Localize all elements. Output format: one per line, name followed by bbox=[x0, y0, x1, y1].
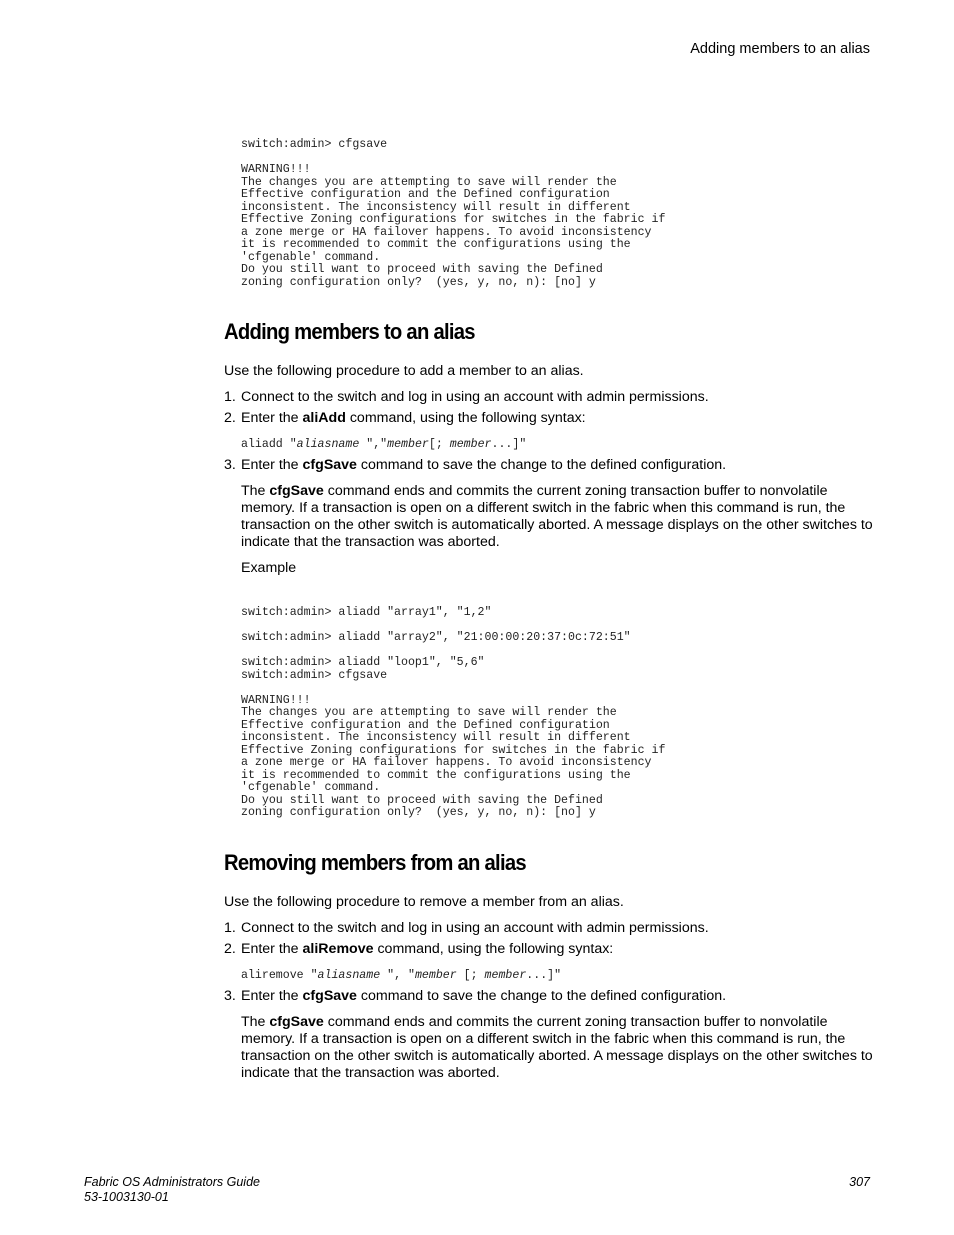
add-cfgsave-description bbox=[241, 483, 877, 551]
code-block-cfgsave-warning: switch:admin> cfgsave WARNING!!! The changes you are attempting to save will render the Effective configuration and the Defined configuration inconsistent. The inconsistency will result in different Effective Zoning configurations for switches in the fabric if a zone merge or HA failover happens. To avoid inconsistency it is recommended to commit the configurations using the 'cfgenable' command. Do you still want to proceed with saving the Defined zoning configuration only? (yes, y, no, n): [no] y bbox=[241, 138, 666, 289]
step-number: 1. bbox=[224, 920, 236, 936]
footer-doc-title: Fabric OS Administrators Guide bbox=[84, 1175, 260, 1189]
syntax-aliasname: aliasname bbox=[317, 969, 381, 982]
footer-doc-info bbox=[84, 1175, 260, 1205]
step-number: 2. bbox=[224, 941, 236, 957]
step-text: Connect to the switch and log in using an account with admin permissions. bbox=[241, 920, 709, 936]
syntax-aliremove bbox=[241, 969, 561, 982]
heading-removing-members: Removing members from an alias bbox=[224, 850, 526, 875]
command-cfgsave: cfgSave bbox=[302, 457, 357, 473]
syntax-aliasname: aliasname bbox=[296, 438, 360, 451]
step-text-post: command, using the following syntax: bbox=[373, 941, 614, 957]
code-block-aliadd-example: switch:admin> aliadd "array1", "1,2" switch:admin> aliadd "array2", "21:00:00:20:37:0c:72:51" switch:admin> aliadd "loop1", "5,6" switch:admin> cfgsave WARNING!!! The changes you are attempting to save will render the Effective configuration and the Defined configuration inconsistent. The inconsistency will result in different Effective Zoning configurations for switches in the fabric if a zone merge or HA failover happens. To avoid inconsistency it is recommended to commit the configurations using the 'cfgenable' command. Do you still want to proceed with saving the Defined zoning configuration only? (yes, y, no, n): [no] y bbox=[241, 606, 666, 819]
syntax-member: member bbox=[387, 438, 429, 451]
footer-doc-number: 53-1003130-01 bbox=[84, 1190, 169, 1204]
command-aliadd: aliAdd bbox=[302, 410, 346, 426]
step-text-post: command, using the following syntax: bbox=[345, 410, 586, 426]
step-text-pre: Enter the bbox=[241, 988, 303, 1004]
command-cfgsave: cfgSave bbox=[269, 483, 324, 499]
syntax-aliadd bbox=[241, 438, 526, 451]
step-number: 2. bbox=[224, 410, 236, 426]
heading-adding-members: Adding members to an alias bbox=[224, 319, 475, 344]
syntax-end: ...]" bbox=[526, 969, 562, 982]
step-number: 3. bbox=[224, 457, 236, 473]
remove-step-2 bbox=[224, 941, 613, 958]
syntax-command: aliadd " bbox=[241, 438, 297, 451]
syntax-optional: [; bbox=[428, 438, 450, 451]
add-step-2 bbox=[224, 410, 586, 427]
step-number: 3. bbox=[224, 988, 236, 1004]
step-number: 1. bbox=[224, 389, 236, 405]
remove-step-3 bbox=[224, 988, 726, 1005]
command-cfgsave: cfgSave bbox=[302, 988, 357, 1004]
step-text-pre: Enter the bbox=[241, 457, 303, 473]
remove-cfgsave-description bbox=[241, 1014, 877, 1082]
command-cfgsave: cfgSave bbox=[269, 1014, 324, 1030]
command-aliremove: aliRemove bbox=[302, 941, 374, 957]
syntax-separator: ", " bbox=[380, 969, 415, 982]
para-pre: The bbox=[241, 1014, 270, 1030]
example-label: Example bbox=[241, 560, 297, 576]
syntax-member: member bbox=[414, 969, 457, 982]
syntax-member-repeat: member bbox=[449, 438, 492, 451]
add-step-1 bbox=[224, 389, 709, 406]
syntax-end: ...]" bbox=[491, 438, 527, 451]
syntax-optional: [; bbox=[456, 969, 485, 982]
intro-removing-members: Use the following procedure to remove a member from an alias. bbox=[224, 894, 624, 910]
step-text: Connect to the switch and log in using an account with admin permissions. bbox=[241, 389, 709, 405]
add-step-3 bbox=[224, 457, 726, 474]
syntax-member-repeat: member bbox=[484, 969, 527, 982]
running-header-title: Adding members to an alias bbox=[690, 41, 870, 57]
para-post: command ends and commits the current zoning transaction buffer to nonvolatile memory. If a transaction is open on a different switch in the fabric when this command is run, the transaction on the other switch is automatically aborted. A message displays on the other switches to indicate that the transaction was aborted. bbox=[241, 483, 873, 550]
footer-page-number: 307 bbox=[849, 1175, 870, 1189]
para-post: command ends and commits the current zoning transaction buffer to nonvolatile memory. If a transaction is open on a different switch in the fabric when this command is run, the transaction on the other switch is automatically aborted. A message displays on the other switches to indicate that the transaction was aborted. bbox=[241, 1014, 873, 1081]
step-text-pre: Enter the bbox=[241, 941, 303, 957]
step-text-post: command to save the change to the defined configuration. bbox=[356, 457, 727, 473]
step-text-pre: Enter the bbox=[241, 410, 303, 426]
remove-step-1 bbox=[224, 920, 709, 937]
syntax-command: aliremove " bbox=[241, 969, 318, 982]
para-pre: The bbox=[241, 483, 270, 499]
step-text-post: command to save the change to the defined configuration. bbox=[356, 988, 727, 1004]
syntax-separator: "," bbox=[359, 438, 388, 451]
intro-adding-members: Use the following procedure to add a member to an alias. bbox=[224, 363, 584, 379]
